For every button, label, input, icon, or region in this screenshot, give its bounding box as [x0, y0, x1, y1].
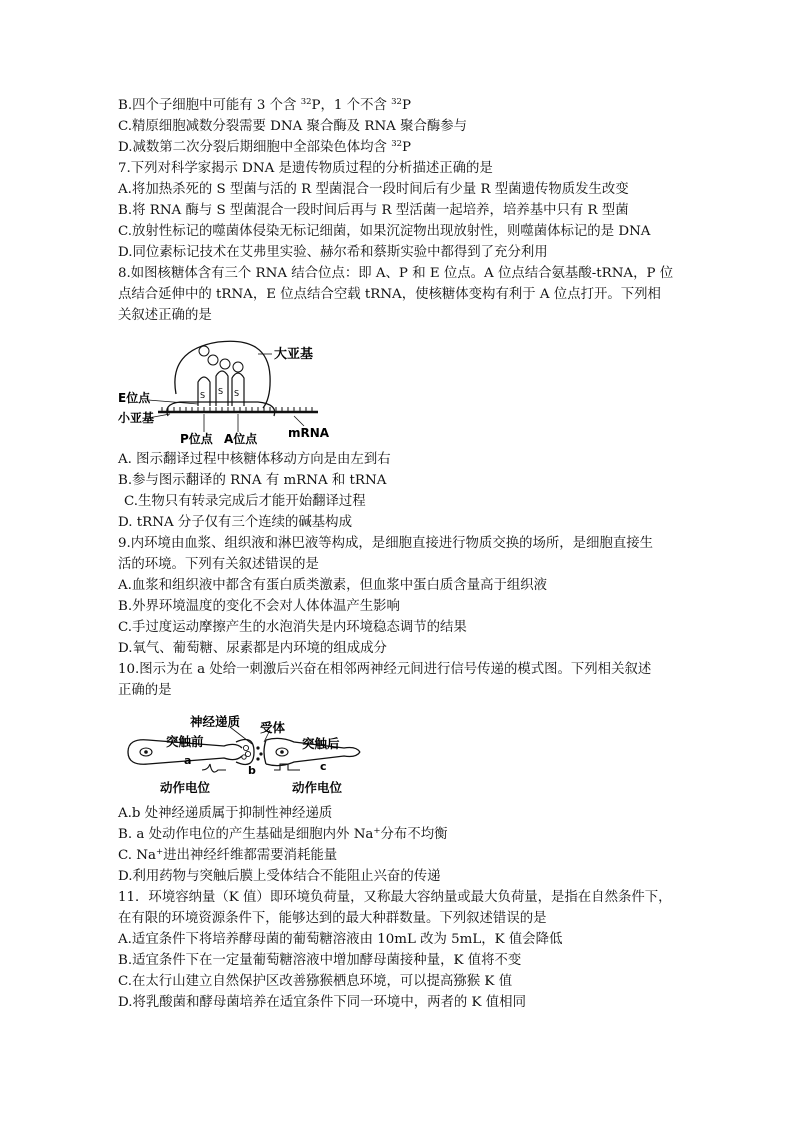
q8-stem-line3: 关叙述正确的是 — [118, 308, 212, 323]
label-small-subunit: 小亚基 — [118, 411, 155, 425]
q10-stem-line2: 正确的是 — [118, 683, 172, 698]
q10-option-c: C. Na+进出神经纤维都需要消耗能量 — [118, 847, 338, 863]
label-action-potential-right: 动作电位 — [292, 780, 343, 795]
q9-stem-line2: 活的环境。下列有关叙述错误的是 — [118, 557, 319, 572]
ribosome-diagram — [118, 336, 348, 448]
label-large-subunit: 大亚基 — [274, 347, 314, 362]
q10-stem-line1: 10.图示为在 a 处给一刺激后兴奋在相邻两神经元间进行信号传递的模式图。下列相关叙述 — [118, 662, 652, 677]
label-a-site: A位点 — [224, 432, 258, 446]
label-p-site: P位点 — [180, 432, 213, 446]
q6-option-b: B.四个子细胞中可能有 3 个含 $^{32}$P，1 个不含 $^{32}$P — [118, 97, 411, 113]
q11-option-c: C.在太行山建立自然保护区改善猕猴栖息环境，可以提高猕猴 K 值 — [118, 974, 513, 989]
label-neurotransmitter: 神经递质 — [190, 714, 241, 729]
q6-option-c: C.精原细胞减数分裂需要 DNA 聚合酶及 RNA 聚合酶参与 — [118, 119, 468, 134]
q10-option-b: B. a 处动作电位的产生基础是细胞内外 Na+分布不均衡 — [118, 826, 448, 842]
q7-stem: 7.下列对科学家揭示 DNA 是遗传物质过程的分析描述正确的是 — [118, 161, 493, 176]
q8-option-a: A. 图示翻译过程中核糖体移动方向是由左到右 — [118, 452, 391, 467]
label-action-potential-left: 动作电位 — [160, 780, 211, 795]
q8-option-c: C.生物只有转录完成后才能开始翻译过程 — [124, 494, 366, 509]
label-receptor: 受体 — [260, 720, 286, 735]
q6-option-d: D.减数第二次分裂后期细胞中全部染色体均含 $^{32}$P — [118, 139, 412, 155]
q10-option-a: A.b 处神经递质属于抑制性神经递质 — [118, 806, 333, 821]
q9-option-a: A.血浆和组织液中都含有蛋白质类激素，但血浆中蛋白质含量高于组织液 — [118, 578, 548, 593]
q8-option-d: D. tRNA 分子仅有三个连续的碱基构成 — [118, 515, 352, 530]
q9-option-d: D.氧气、葡萄糖、尿素都是内环境的组成成分 — [118, 641, 387, 656]
q7-option-d: D.同位素标记技术在艾弗里实验、赫尔希和蔡斯实验中都得到了充分利用 — [118, 245, 548, 260]
label-postsynaptic: 突触后 — [302, 736, 340, 751]
q7-option-c: C.放射性标记的噬菌体侵染无标记细菌，如果沉淀物出现放射性，则噬菌体标记的是 DNA — [118, 224, 651, 239]
q7-option-b: B.将 RNA 酶与 S 型菌混合一段时间后再与 R 型活菌一起培养，培养基中只有 R 型菌 — [118, 203, 629, 218]
q7-option-a: A.将加热杀死的 S 型菌与活的 R 型菌混合一段时间后有少量 R 型菌遗传物质发生改变 — [118, 182, 629, 197]
svg-text:S: S — [200, 391, 206, 400]
q11-stem-line1: 11．环境容纳量（K 值）即环境负荷量，又称最大容纳量或最大负荷量，是指在自然条件下， — [118, 890, 672, 905]
q8-option-b: B.参与图示翻译的 RNA 有 mRNA 和 tRNA — [118, 473, 387, 488]
svg-text:S: S — [234, 389, 240, 398]
label-b: b — [248, 764, 256, 777]
q8-stem-line2: 点结合延伸中的 tRNA，E 位点结合空载 tRNA，使核糖体变构有利于 A 位点打开。下列相 — [118, 287, 661, 302]
label-presynaptic: 突触前 — [166, 734, 204, 749]
label-a: a — [184, 754, 192, 767]
q11-option-a: A.适宜条件下将培养酵母菌的葡萄糖溶液由 10mL 改为 5mL，K 值会降低 — [118, 932, 563, 947]
synapse-diagram — [124, 712, 364, 798]
label-mrna: mRNA — [288, 426, 330, 440]
q9-stem-line1: 9.内环境由血浆、组织液和淋巴液等构成，是细胞直接进行物质交换的场所，是细胞直接生 — [118, 536, 654, 551]
q9-option-b: B.外界环境温度的变化不会对人体体温产生影响 — [118, 599, 400, 614]
q10-option-d: D.利用药物与突触后膜上受体结合不能阻止兴奋的传递 — [118, 869, 441, 884]
q11-option-b: B.适宜条件下在一定量葡萄糖溶液中增加酵母菌接种量，K 值将不变 — [118, 953, 522, 968]
svg-text:S: S — [218, 387, 224, 396]
q11-stem-line2: 在有限的环境资源条件下，能够达到的最大种群数量。下列叙述错误的是 — [118, 911, 547, 926]
q11-option-d: D.将乳酸菌和酵母菌培养在适宜条件下同一环境中，两者的 K 值相同 — [118, 995, 526, 1010]
label-c: c — [320, 760, 327, 773]
q9-option-c: C.手过度运动摩擦产生的水泡消失是内环境稳态调节的结果 — [118, 620, 467, 635]
label-e-site: E位点 — [118, 391, 151, 405]
q8-stem-line1: 8.如图核糖体含有三个 RNA 结合位点：即 A、P 和 E 位点。A 位点结合氨基酸-tRNA，P 位 — [118, 266, 674, 281]
